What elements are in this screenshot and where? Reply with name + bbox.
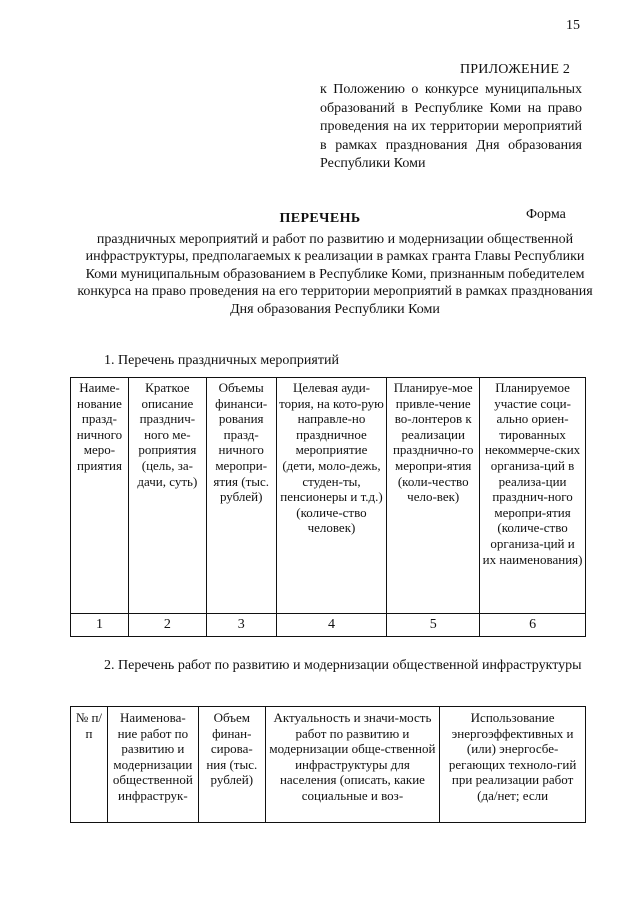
events-header-cell: Планируе-мое привле-чение во-лонтеров к реализации празднично-го меропри-ятия (коли-чество чело-век) (387, 378, 480, 614)
document-title: ПЕРЕЧЕНЬ (279, 211, 361, 226)
column-number: 5 (387, 614, 480, 637)
events-table-number-row (71, 614, 586, 637)
events-header-cell: Целевая ауди-тория, на кото-рую направле-но праздничное мероприятие (дети, моло-дежь, студен-ты, пенсионеры и т.д.) (количе-ство человек) (276, 378, 387, 614)
form-label: Форма (526, 207, 566, 222)
document-subtitle: праздничных мероприятий и работ по развитию и модернизации общественной инфраструктуры, предполагаемых к реализации в рамках гранта Главы Республики Коми муниципальным образованием в Республике Коми, признанным победителем конкурса на право проведения на его территории мероприятий в рамках празднования Дня образования Республики Коми (77, 232, 593, 317)
section1-heading: 1. Перечень праздничных мероприятий (104, 353, 339, 368)
events-table (70, 377, 586, 637)
column-number: 4 (276, 614, 387, 637)
infrastructure-header-cell: Использование энергоэффективных и (или) энергосбе-регающих техноло-гий при реализации работ (да/нет; если (440, 707, 586, 823)
infrastructure-header-cell: Наименова-ние работ по развитию и модернизации общественной инфраструк- (107, 707, 198, 823)
column-number: 2 (128, 614, 206, 637)
infrastructure-header-cell: Актуальность и значи-мость работ по развитию и модернизации обще-ственной инфраструктуры для населения (описать, какие социальные и воз- (265, 707, 439, 823)
appendix-text: к Положению о конкурсе муниципальных образований в Республике Коми на право проведения на их территории мероприятий в рамках празднования Дня образования Республики Коми (320, 82, 582, 171)
events-header-cell: Планируемое участие соци-ально ориен-тированных некоммерче-ских организа-ций в реализа-ции празднич-ного меропри-ятия (количе-ство организа-ций и их наименования) (480, 378, 586, 614)
infrastructure-header-cell: Объем финан-сирова-ния (тыс. рублей) (198, 707, 265, 823)
events-header-cell: Объемы финанси-рования празд-ничного меропри-ятия (тыс. рублей) (206, 378, 276, 614)
appendix-title: ПРИЛОЖЕНИЕ 2 (460, 62, 571, 77)
section2-heading: 2. Перечень работ по развитию и модернизации общественной инфраструктуры (104, 658, 582, 673)
column-number: 3 (206, 614, 276, 637)
column-number: 1 (71, 614, 129, 637)
infrastructure-table-header-row (71, 707, 586, 823)
events-table-header-row (71, 378, 586, 614)
column-number: 6 (480, 614, 586, 637)
events-header-cell: Наиме-нование празд-ничного меро-приятия (71, 378, 129, 614)
page-number: 15 (566, 18, 580, 33)
infrastructure-table (70, 706, 586, 823)
events-header-cell: Краткое описание празднич-ного ме-роприятия (цель, за-дачи, суть) (128, 378, 206, 614)
infrastructure-header-cell: № п/п (71, 707, 108, 823)
